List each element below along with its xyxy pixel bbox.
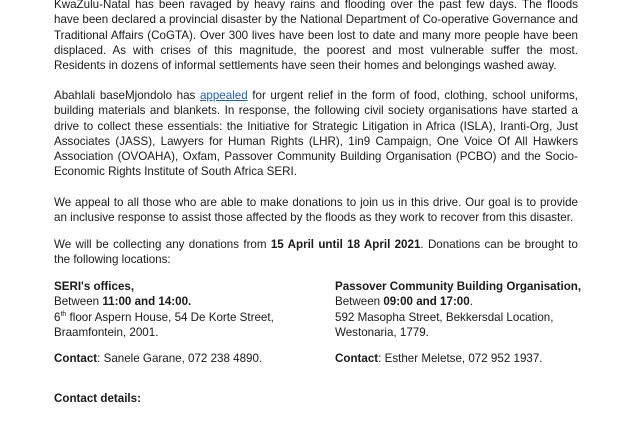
appeal-text-rest: for urgent relief in the form of food, clothing, school uniforms, building materials and blankets. In response, the following civil society organisations have started a drive to collect these essentials: the Initiative for Strategic Litigation in Africa (ISLA), Iranti-Org, Just Associates (JASS), Lawyers for Human Rights (LHR), 1in9 Campaign, One Voice Of All Hawkers Association (OVOAHA), Oxfam, Passover Community Building Organisation (PCBO) and the Socio-Economic Rights Institute of South Africa SERI.: [54, 89, 578, 179]
seri-location: [54, 279, 304, 366]
donation-appeal-paragraph: We appeal to all those who are able to make donations to join us in this drive. Our goal is to provide an inclusive response to assist those affected by the floods as they work to recover from this disaster.: [54, 196, 578, 225]
appeal-text-start: Abahlali baseMjondolo has: [54, 89, 200, 102]
seri-address-line1: 6th floor Aspern House, 54 De Korte Street,: [54, 310, 274, 324]
appeal-paragraph: [54, 88, 578, 180]
appealed-link[interactable]: appealed: [199, 89, 248, 102]
seri-address-line2: Braamfontein, 2001.: [54, 325, 159, 339]
collection-text-start: We will be collecting any donations from: [54, 238, 271, 251]
collection-text-rest: . Donations can be brought to the following locations:: [54, 238, 578, 267]
collection-dates-paragraph: [54, 237, 578, 268]
pcbo-address-line1: 592 Masopha Street, Bekkersdal Location,: [335, 310, 554, 324]
intro-paragraph: KwaZulu-Natal has been ravaged by heavy rains and flooding over the past few days. The floods have been declared a provincial disaster by the National Department of Co-operative Governance and Traditional Affairs (CoGTA). Over 300 lives have been lost to date and many more people have been displaced. As with crises of this magnitude, the poorest and most vulnerable suffer the most. Residents in dozens of informal settlements have seen their homes and belongings washed away.: [54, 0, 578, 73]
pcbo-name: Passover Community Building Organisation,: [335, 280, 582, 293]
seri-name: SERI's offices,: [54, 280, 135, 293]
contact-details-heading: Contact details:: [54, 392, 141, 405]
pcbo-hours: Between 09:00 and 17:00.: [335, 295, 473, 309]
seri-hours: Between 11:00 and 14:00.: [54, 295, 192, 309]
pcbo-location: [335, 279, 585, 366]
collection-dates: 15 April until 18 April 2021: [270, 238, 421, 251]
seri-contact: Contact: Sanele Garane, 072 238 4890.: [54, 352, 263, 366]
pcbo-contact: Contact: Esther Meletse, 072 952 1937.: [335, 352, 543, 366]
pcbo-address-line2: Westonaria, 1779.: [335, 325, 429, 339]
